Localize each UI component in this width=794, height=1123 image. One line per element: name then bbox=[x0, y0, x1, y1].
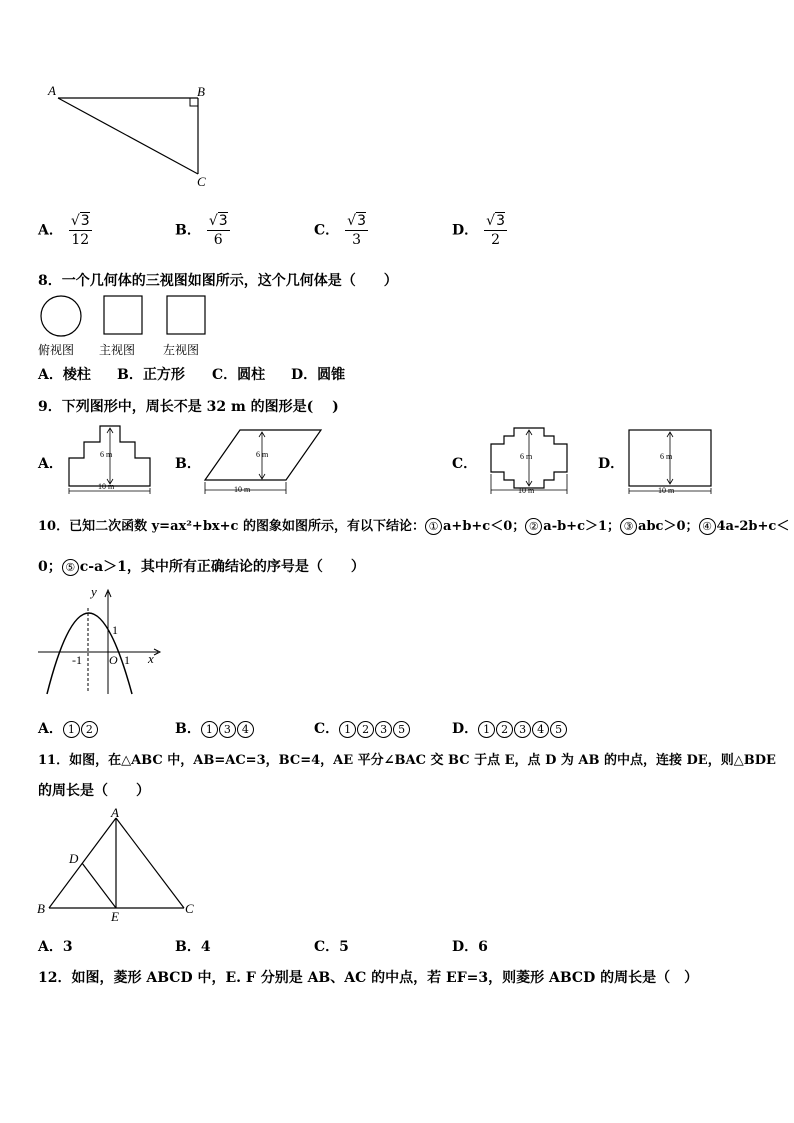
vertex-A-label: A bbox=[48, 83, 56, 98]
q11-option-c[interactable]: C．5 bbox=[314, 939, 349, 955]
q10-option-b[interactable]: B． 1 3 4 bbox=[175, 718, 255, 738]
q10-stem-line2: 0； ⑤ c-a＞1，其中所有正确结论的序号是（ ） bbox=[38, 559, 365, 575]
three-views-figure bbox=[38, 294, 213, 338]
top-view-caption: 俯视图 bbox=[38, 343, 75, 357]
point-D-label: D bbox=[69, 851, 79, 866]
width-label: 10 m bbox=[518, 486, 535, 495]
height-label: 6 m bbox=[520, 452, 533, 461]
q9-shape-b bbox=[200, 424, 325, 496]
q9-label-b[interactable]: B． bbox=[175, 456, 201, 472]
q7-option-a[interactable] bbox=[38, 212, 92, 249]
option-letter: B． bbox=[175, 222, 201, 239]
fraction: $\frac{√3}{6}$ bbox=[208, 213, 228, 248]
q7-option-c[interactable] bbox=[314, 212, 368, 249]
q8-option-d[interactable]: D．圆锥 bbox=[291, 367, 346, 383]
q9-label-c[interactable]: C． bbox=[452, 456, 478, 472]
neg-one-label: -1 bbox=[72, 653, 82, 667]
vertex-A-label: A bbox=[111, 805, 119, 820]
q10-stem-line1: 10．已知二次函数 y=ax²+bx+c 的图象如图所示，有以下结论： ① a+b+c＜0； ② a-b+c＞1； ③ abc＞0； ④ 4a-2b+c＜ bbox=[38, 519, 790, 534]
height-label: 6 m bbox=[660, 452, 673, 461]
fraction: $\frac{√3}{2}$ bbox=[486, 213, 505, 248]
q10-option-d[interactable]: D． 1 2 3 4 5 bbox=[452, 718, 568, 738]
vertex-C-label: C bbox=[185, 901, 194, 916]
y-axis-label: y bbox=[91, 584, 97, 599]
right-triangle-figure bbox=[40, 80, 220, 195]
q8-stem: 8．一个几何体的三视图如图所示，这个几何体是（ ） bbox=[38, 273, 398, 289]
vertex-B-label: B bbox=[197, 84, 205, 99]
origin-label: O bbox=[109, 653, 118, 667]
x-axis-label: x bbox=[148, 651, 154, 666]
front-view-caption: 主视图 bbox=[99, 343, 136, 357]
q8-option-a[interactable]: A．棱柱 bbox=[38, 367, 91, 383]
left-view-caption: 左视图 bbox=[163, 343, 200, 357]
x-one-label: 1 bbox=[124, 653, 130, 667]
q11-option-a[interactable]: A．3 bbox=[38, 939, 73, 955]
triangle-abc-figure bbox=[34, 805, 204, 927]
q11-stem-line1: 11．如图，在△ABC 中，AB=AC=3，BC=4，AE 平分∠BAC 交 BC 于点 E，点 D 为 AB 的中点，连接 DE，则△BDE bbox=[38, 753, 776, 768]
front-view-square bbox=[104, 296, 142, 334]
q9-label-d[interactable]: D． bbox=[598, 456, 625, 472]
width-label: 10 m bbox=[98, 482, 115, 491]
q9-label-a[interactable]: A． bbox=[38, 456, 63, 472]
fraction: $\frac{√3}{3}$ bbox=[347, 213, 366, 248]
option-letter: C． bbox=[314, 222, 340, 239]
q9-shape-a bbox=[64, 420, 159, 495]
q10-option-a[interactable]: A． 1 2 bbox=[38, 718, 99, 738]
option-letter: D． bbox=[452, 222, 479, 239]
vertex-B-label: B bbox=[37, 901, 45, 916]
width-label: 10 m bbox=[234, 485, 251, 494]
q11-option-d[interactable]: D．6 bbox=[452, 939, 488, 955]
point-E-label: E bbox=[111, 909, 119, 924]
q11-stem-line2: 的周长是（ ） bbox=[38, 783, 150, 799]
q7-option-d[interactable] bbox=[452, 212, 507, 249]
q9-shape-d bbox=[624, 424, 719, 496]
fraction: $\frac{√3}{12}$ bbox=[70, 213, 90, 248]
left-view-square bbox=[167, 296, 205, 334]
q8-option-c[interactable]: C．圆柱 bbox=[212, 367, 266, 383]
q9-stem: 9．下列图形中，周长不是 32 m 的图形是( ) bbox=[38, 399, 339, 415]
q12-stem: 12．如图，菱形 ABCD 中，E. F 分别是 AB、AC 的中点，若 EF=3，则菱形 ABCD 的周长是（ ） bbox=[38, 970, 699, 986]
top-view-circle bbox=[41, 296, 81, 336]
q10-option-c[interactable]: C． 1 2 3 5 bbox=[314, 718, 411, 738]
q7-option-b[interactable] bbox=[175, 212, 230, 249]
height-label: 6 m bbox=[256, 450, 269, 459]
q11-option-b[interactable]: B．4 bbox=[175, 939, 211, 955]
height-label: 6 m bbox=[100, 450, 113, 459]
option-letter: A． bbox=[38, 222, 63, 239]
parabola-graph bbox=[36, 584, 166, 699]
q9-shape-c bbox=[484, 424, 579, 496]
vertex-C-label: C bbox=[197, 174, 206, 189]
width-label: 10 m bbox=[658, 486, 675, 495]
q8-option-b[interactable]: B．正方形 bbox=[117, 367, 185, 383]
y-intercept-label: 1 bbox=[112, 623, 118, 637]
